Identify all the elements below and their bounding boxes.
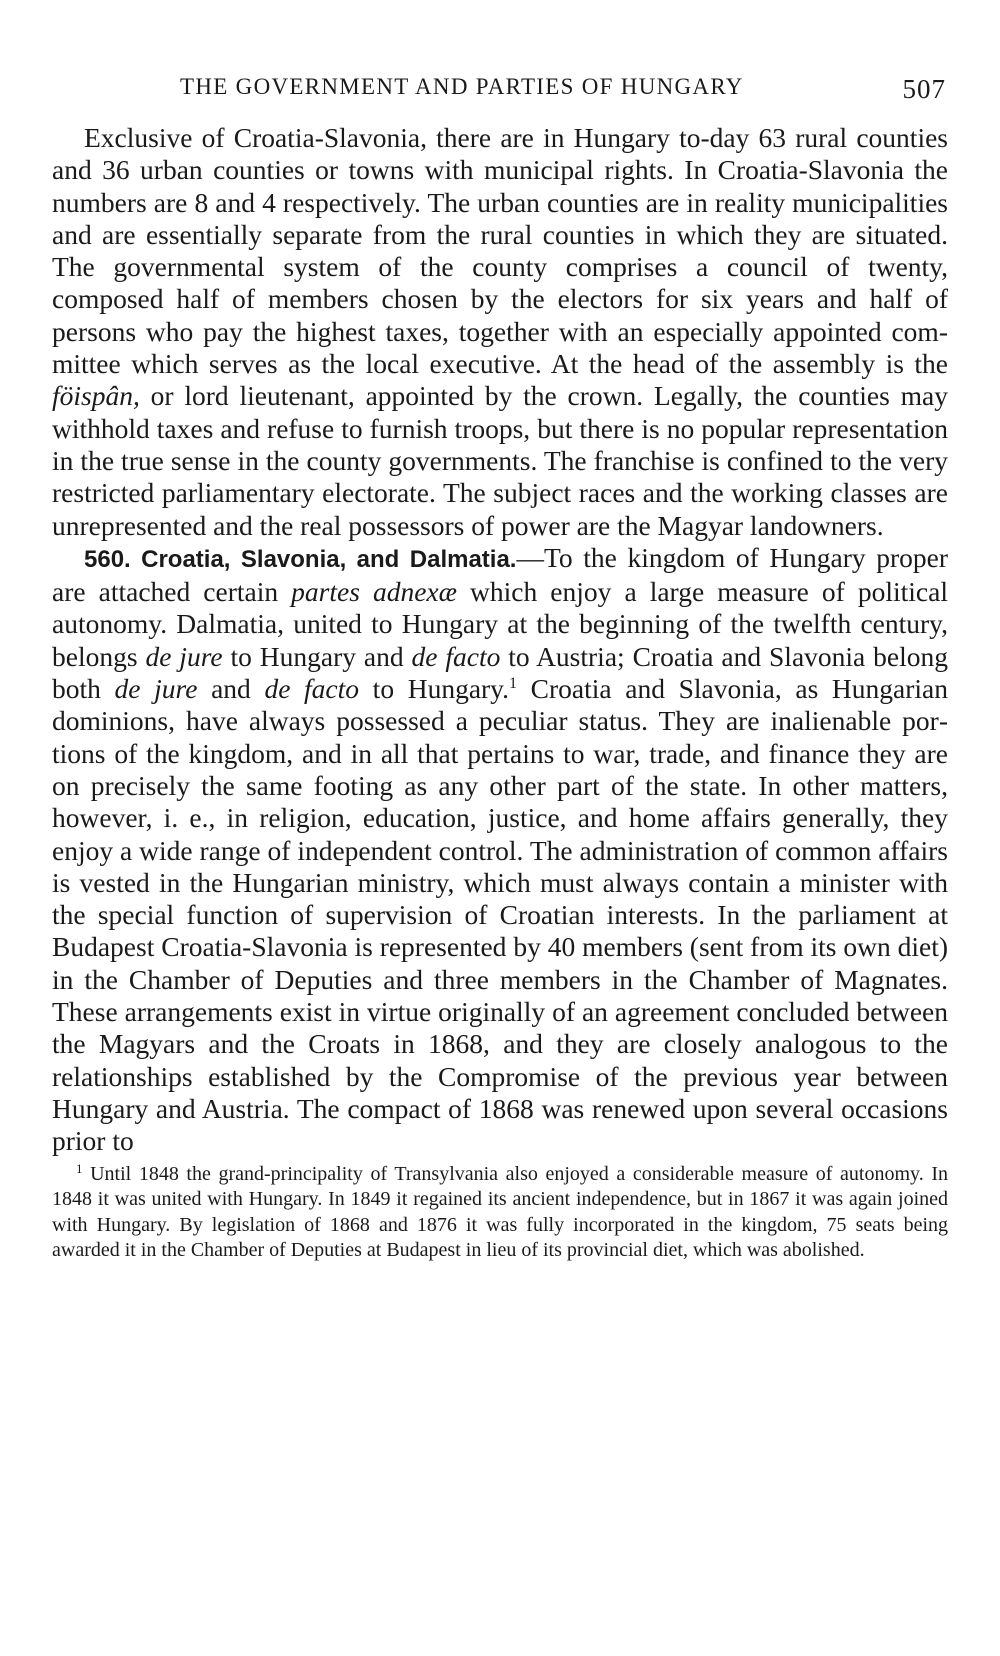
footnote-reference: 1: [509, 675, 518, 693]
body-text: [52, 122, 948, 1158]
paragraph-counties: [52, 122, 948, 542]
paragraph-text: Croatia and Slavonia, as Hungarian dominions, have always possessed a peculiar status. They are inalienable portions of the kingdom, and in all that pertains to war, trade, and finance they are on precisely the same footing as any other part of the state. In other matters, however, i. e., in religion, education, justice, and home affairs generally, they enjoy a wide range of independent control. The administration of common affairs is vested in the Hungarian ministry, which must always contain a minister with the special function of supervision of Croatian interests. In the parliament at Budapest Croatia-Slavonia is represented by 40 members (sent from its own diet) in the Chamber of Deputies and three members in the Chamber of Magnates. These arrangements exist in virtue originally of an agreement concluded between the Magyars and the Croats in 1868, and they are closely analogous to the relationships established by the Compromise of the previous year between Hungary and Austria. The compact of 1868 was renewed upon several occasions prior to: [52, 673, 948, 1157]
italic-term: de facto: [264, 673, 360, 705]
footnote: [52, 1162, 948, 1264]
paragraph-text: or lord lieutenant, appointed by the crown. Legally, the counties may withhold taxes and refuse to furnish troops, but there is no popular representation in the true sense in the county governments. The franchise is confined to the very restricted parliamentary electorate. The subject races and the working classes are unrepresented and the real possessors of power are the Magyar landowners.: [52, 380, 948, 541]
paragraph-text: To the kingdom of Hungary proper are attached certain: [52, 541, 948, 608]
paragraph-text: to Hungary and: [222, 640, 412, 672]
section-heading: 560. Croatia, Slavonia, and Dalmatia.: [84, 545, 517, 573]
paragraph-text: Exclusive of Croatia-Slavonia, there are in Hungary to-day 63 rural counties and 36 urban counties or towns with municipal rights. In Croatia-Slavonia the numbers are 8 and 4 respectively. The urban counties are in reality municipalities and are essentially separate from the rural counties in which they are situated. The governmental system of the county comprises a council of twenty, composed half of members chosen by the electors for six years and half of persons who pay the highest taxes, together with an especially appointed committee which serves as the local executive. At the head of the assembly is the: [52, 122, 948, 380]
italic-term: de jure: [114, 673, 198, 705]
footnotes: [52, 1162, 948, 1264]
book-page: [52, 60, 948, 1264]
italic-term: partes adnexæ: [291, 576, 457, 608]
page-number: 507: [902, 74, 946, 104]
paragraph-text: and: [197, 673, 265, 705]
footnote-text: Until 1848 the grand-principality of Transylvania also enjoyed a considerable measure of autonomy. In 1848 it was united with Hungary. In 1849 it regained its ancient independence, but in 1867 it was again joined with Hungary. By legislation of 1868 and 1876 it was fully incorporated in the kingdom, 75 seats being awarded it in the Chamber of Deputies at Budapest in lieu of its provincial diet, which was abolished.: [52, 1162, 948, 1261]
footnote-marker: 1: [76, 1160, 83, 1176]
running-title: THE GOVERNMENT AND PARTIES OF HUNGARY: [180, 74, 744, 99]
paragraph-text: which enjoy a large measure of political autonomy. Dalmatia, united to Hungary at the beginning of the twelfth century, belongs: [52, 576, 948, 672]
paragraph-croatia: [52, 542, 948, 1158]
italic-term: föispân,: [52, 380, 140, 412]
italic-term: de jure: [145, 640, 223, 672]
running-header: [52, 60, 948, 110]
italic-term: de facto: [411, 640, 501, 672]
em-dash: —: [516, 541, 544, 573]
paragraph-text: to Hungary.: [359, 673, 510, 705]
paragraph-text: to Austria; Croatia and Slavonia belong both: [52, 640, 948, 705]
